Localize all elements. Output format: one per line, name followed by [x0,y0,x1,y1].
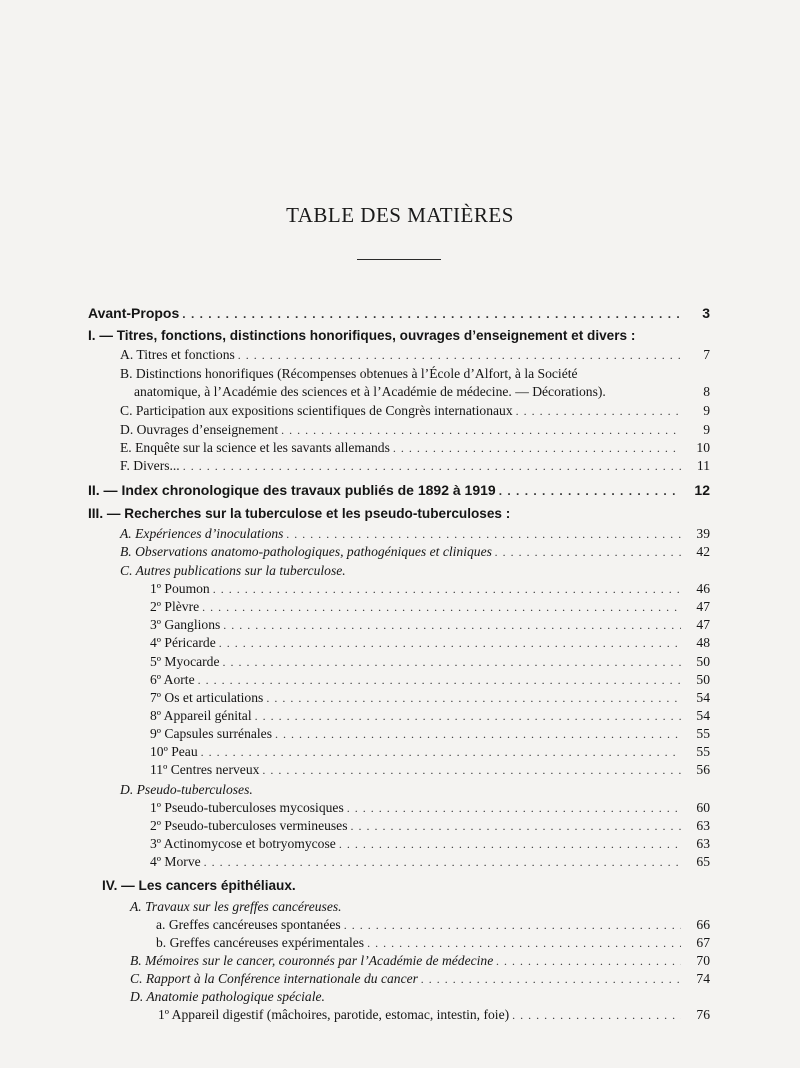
toc-entry [150,634,710,652]
toc-entry-label: A. Expériences d’inoculations [120,526,284,541]
toc-entry-label: E. Enquête sur la science et les savants allemands [120,440,390,455]
toc-entry-page: 55 [696,744,710,759]
toc-entry-page: 47 [696,617,710,632]
leader-dots [213,580,681,598]
toc-entry [120,525,710,543]
toc-entry-page: 9 [703,403,710,418]
toc-entry [120,402,710,420]
leader-dots [351,817,681,835]
leader-dots [516,402,681,420]
toc-entry [150,725,710,743]
leader-dots [204,853,681,871]
leader-dots [182,305,681,323]
toc-entry-page: 63 [696,836,710,851]
toc-entry-label: 6º Aorte [150,672,195,687]
toc-entry-label: B. Mémoires sur le cancer, couronnés par l’Académie de médecine [130,953,494,968]
leader-dots [421,970,681,988]
toc-entry-page: 3 [702,305,710,321]
leader-dots [367,934,681,952]
toc-entry-page: 70 [696,953,710,968]
toc-entry-label: 1º Pseudo-tuberculoses mycosiques [150,800,344,815]
leader-dots [344,916,681,934]
toc-entry-label: 10º Peau [150,744,198,759]
toc-entry-label: 4º Morve [150,854,201,869]
leader-dots [223,616,681,634]
leader-dots [512,1006,681,1024]
toc-entry [150,580,710,598]
toc-entry-page: 54 [696,708,710,723]
toc-entry [150,707,710,725]
toc-entry-label: 11º Centres nerveux [150,762,260,777]
toc-entry-page: 50 [696,654,710,669]
toc-entry-label: B. Distinctions honorifiques (Récompenses obtenues à l’École d’Alfort, à la Société [120,366,578,381]
leader-dots [219,634,681,652]
leader-dots [281,421,681,439]
toc-entry-label: II. — Index chronologique des travaux publiés de 1892 à 1919 [88,482,496,498]
toc-entry [156,934,710,952]
toc-entry [150,817,710,835]
toc-entry [150,853,710,871]
toc-entry [150,689,710,707]
toc-entry-page: 66 [696,917,710,932]
toc-entry [120,457,710,475]
toc-section-heading: III. — Recherches sur la tuberculose et les pseudo-tuberculoses : [88,506,511,521]
toc-entry-page: 65 [696,854,710,869]
toc-entry-page: 63 [696,818,710,833]
toc-entry-label: 5º Myocarde [150,654,220,669]
toc-entry [88,481,710,500]
toc-entry-label: C. Participation aux expositions scientifiques de Congrès internationaux [120,403,513,418]
toc-entry [150,671,710,689]
leader-dots [223,653,681,671]
toc-subsection-heading: D. Pseudo-tuberculoses. [120,782,253,797]
leader-dots [238,346,681,364]
toc-entry-label: F. Divers... [120,458,180,473]
leader-dots [339,835,681,853]
toc-entry-page: 10 [696,440,710,455]
toc-entry-page: 67 [696,935,710,950]
toc-entry-label: 8º Appareil génital [150,708,252,723]
toc-entry [150,761,710,779]
toc-entry-label: 4º Péricarde [150,635,216,650]
toc-entry [120,543,710,561]
title-divider [357,259,441,260]
toc-entry-page: 39 [696,526,710,541]
leader-dots [286,525,681,543]
toc-entry-label: Avant-Propos [88,305,180,321]
page-title: TABLE DES MATIÈRES [286,203,514,227]
toc-entry [158,1006,710,1024]
toc-entry-label: 2º Plèvre [150,599,200,614]
toc-entry-label: 3º Actinomycose et botryomycose [150,836,336,851]
toc-entry [130,970,710,988]
toc-entry-label: 2º Pseudo-tuberculoses vermineuses [150,818,348,833]
toc-entry-page: 46 [696,581,710,596]
toc-entry-page: 54 [696,690,710,705]
toc-entry-label: 7º Os et articulations [150,690,264,705]
toc-entry-label: b. Greffes cancéreuses expérimentales [156,935,365,950]
leader-dots [393,439,681,457]
toc-entry-page: 55 [696,726,710,741]
leader-dots [201,743,681,761]
toc-entry-page: 42 [696,544,710,559]
toc-entry-page: 74 [696,971,710,986]
toc-entry [120,439,710,457]
leader-dots [495,543,681,561]
toc-entry [120,346,710,364]
leader-dots [183,457,681,475]
toc-entry [150,598,710,616]
toc-entry-label: B. Observations anatomo-pathologiques, pathogéniques et cliniques [120,544,492,559]
toc-entry [134,383,710,401]
leader-dots [499,482,681,500]
toc-entry-label: a. Greffes cancéreuses spontanées [156,917,341,932]
toc-entry [120,421,710,439]
toc-entry-page: 48 [696,635,710,650]
leader-dots [262,761,681,779]
leader-dots [496,952,681,970]
leader-dots [266,689,681,707]
leader-dots [198,671,681,689]
leader-dots [202,598,681,616]
toc-entry-page: 47 [696,599,710,614]
toc-section-heading: I. — Titres, fonctions, distinctions honorifiques, ouvrages d’enseignement et divers : [88,328,636,343]
toc-entry [150,799,710,817]
leader-dots [275,725,681,743]
leader-dots [255,707,681,725]
toc-entry-label: D. Ouvrages d’enseignement [120,422,279,437]
toc-entry-label: 9º Capsules surrénales [150,726,272,741]
toc-entry-label: C. Rapport à la Conférence internationale du cancer [130,971,418,986]
toc-entry-page: 60 [696,800,710,815]
toc-entry-page: 8 [703,384,710,399]
toc-entry-page: 76 [696,1007,710,1022]
toc-entry [150,653,710,671]
toc-entry-page: 12 [694,482,710,498]
toc-entry [150,835,710,853]
toc-entry-label: 1º Appareil digestif (mâchoires, parotide, estomac, intestin, foie) [158,1007,510,1022]
toc-entry [150,743,710,761]
toc-entry [150,616,710,634]
toc-entry-page: 56 [696,762,710,777]
toc-entry [130,952,710,970]
toc-subsection-heading: C. Autres publications sur la tuberculose. [120,563,346,578]
toc-entry-page: 7 [703,347,710,362]
toc-entry [156,916,710,934]
toc-entry-label: anatomique, à l’Académie des sciences et à l’Académie de médecine. — Décorations). [134,384,606,399]
leader-dots [347,799,681,817]
toc-entry [88,304,710,323]
toc-subsection-heading: A. Travaux sur les greffes cancéreuses. [130,899,342,914]
toc-entry-page: 50 [696,672,710,687]
toc-subsection-heading: D. Anatomie pathologique spéciale. [130,989,325,1004]
toc-entry-label: 1º Poumon [150,581,210,596]
toc-entry-label: A. Titres et fonctions [120,347,235,362]
toc-entry-label: 3º Ganglions [150,617,221,632]
toc-entry-page: 11 [696,458,710,473]
toc-entry-page: 9 [703,422,710,437]
toc-section-heading: IV. — Les cancers épithéliaux. [102,878,296,893]
